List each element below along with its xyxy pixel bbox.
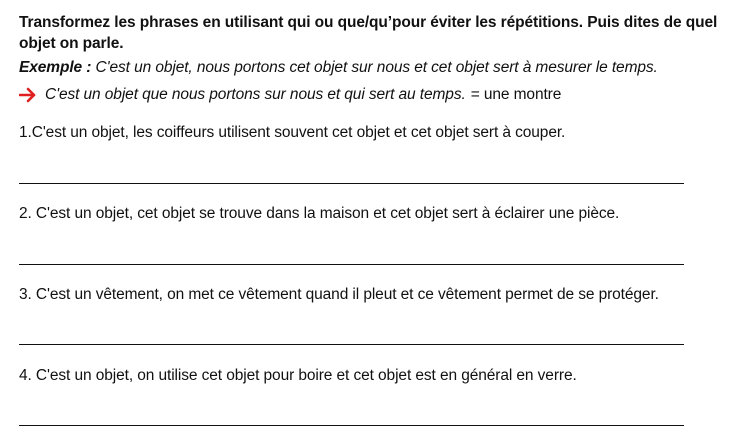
answer-line-4[interactable] <box>19 425 684 426</box>
question-1: 1.C'est un objet, les coiffeurs utilisent souvent cet objet et cet objet sert à couper. <box>19 124 566 141</box>
answer-line-2[interactable] <box>19 264 684 265</box>
red-right-arrow-icon <box>19 86 37 104</box>
example-label: Exemple : <box>19 59 92 76</box>
question-2: 2. C'est un objet, cet objet se trouve dans la maison et cet objet sert à éclairer une pièce. <box>19 205 620 222</box>
example-answer-sentence: C'est un objet que nous portons sur nous et qui sert au temps. <box>45 86 466 103</box>
instructions-text: Transformez les phrases en utilisant qui ou que/qu’pour éviter les répétitions. Puis dites de quel objet on parle. <box>19 14 718 52</box>
example-answer-line <box>19 85 739 105</box>
question-4: 4. C'est un objet, on utilise cet objet pour boire et cet objet est en général en verre. <box>19 367 577 384</box>
answer-line-3[interactable] <box>19 344 684 345</box>
answer-line-1[interactable] <box>19 183 684 184</box>
example-paragraph <box>19 58 739 78</box>
question-3: 3. C'est un vêtement, on met ce vêtement quand il pleut et ce vêtement permet de se protéger. <box>19 286 659 303</box>
example-answer-result: = une montre <box>470 86 562 103</box>
example-text: C'est un objet, nous portons cet objet sur nous et cet objet sert à mesurer le temps. <box>91 59 658 76</box>
